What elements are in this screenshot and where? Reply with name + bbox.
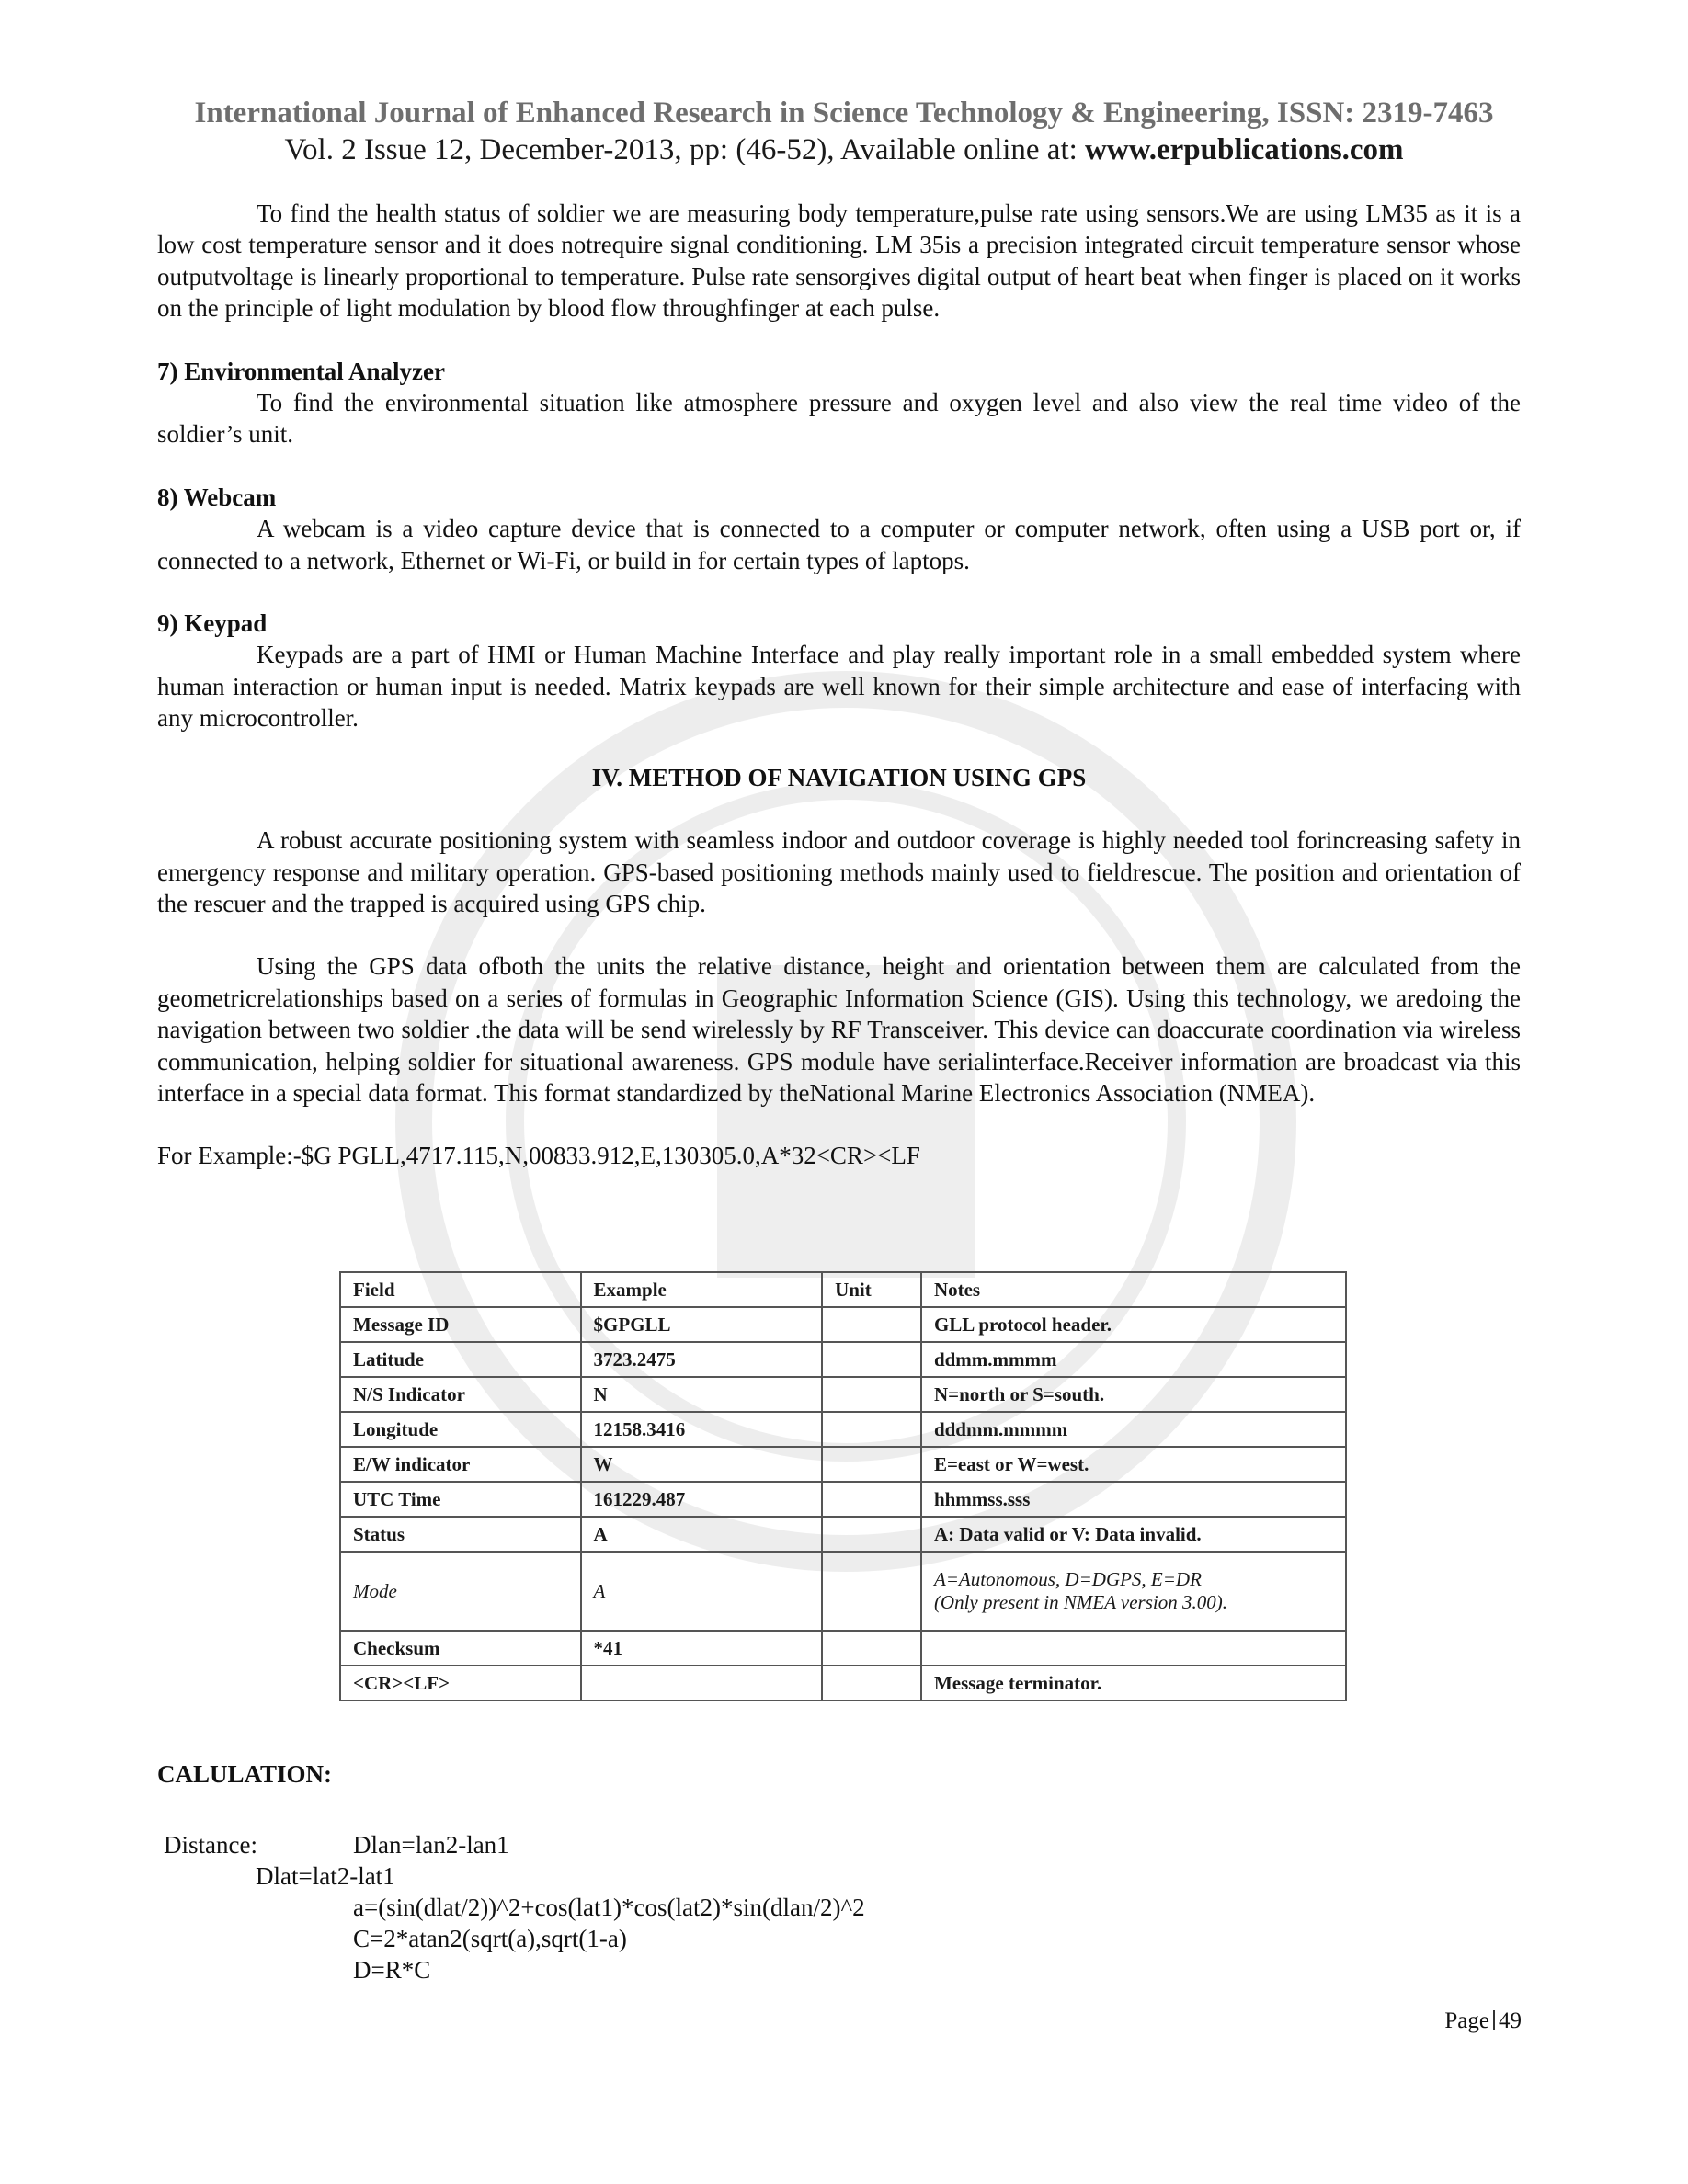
table-cell: UTC Time [340,1482,581,1517]
table-cell: E/W indicator [340,1447,581,1482]
table-cell [921,1552,1346,1631]
formula-line: a=(sin(dlat/2))^2+cos(lat1)*cos(lat2)*sin(dlan/2)^2 [353,1894,865,1921]
calc-row-1 [164,1829,509,1860]
formula-line: D=R*C [353,1956,431,1984]
distance-label: Distance: [164,1831,257,1859]
main-content [157,198,1521,1172]
table-cell: Message ID [340,1307,581,1342]
table-cell [581,1666,823,1701]
table-cell: $GPGLL [581,1307,823,1342]
calc-row-4 [164,1923,627,1954]
section-iv-paragraph-2: Using the GPS data ofboth the units the relative distance, height and orientation between them are calculated from the geometricrelationships based on a series of formulas in Geographic Information Science (GIS). Using this technology, we aredoing the navigation between two soldier .the data will be send wirelessly by RF Transceiver. This device can doaccurate coordination via wireless communication, helping soldier for situational awareness. GPS module have serialinterface.Receiver information are broadcast via this interface in a special data format. This format standardized by theNational Marine Electronics Association (NMEA). [157,952,1521,1107]
table-cell: Status [340,1517,581,1552]
mode-note-line-1: A=Autonomous, D=DGPS, E=DR [933,1568,1202,1590]
journal-header [0,95,1688,168]
table-cell: A: Data valid or V: Data invalid. [921,1517,1346,1552]
table-cell [822,1377,921,1412]
table-cell: GLL protocol header. [921,1307,1346,1342]
table-cell: 12158.3416 [581,1412,823,1447]
table-row [340,1482,1346,1517]
table-cell: <CR><LF> [340,1666,581,1701]
section-8-paragraph: A webcam is a video capture device that is connected to a computer or computer network, often using a USB port or, if connected to a network, Ethernet or Wi-Fi, or build in for certain types of laptops. [157,515,1521,574]
table-row [340,1307,1346,1342]
table-cell: N/S Indicator [340,1377,581,1412]
section-iv-heading: IV. METHOD OF NAVIGATION USING GPS [591,763,1087,791]
section-9-heading: 9) Keypad [157,609,268,638]
nmea-example: For Example:-$G PGLL,4717.115,N,00833.912,E,130305.0,A*32<CR><LF [157,1142,920,1170]
formula-line: Dlat=lat2-lat1 [256,1862,395,1890]
calculation-block [164,1829,865,1985]
journal-title-line [0,95,1688,131]
table-cell: Message terminator. [921,1666,1346,1701]
table-row [340,1631,1346,1666]
table-cell: A [581,1517,823,1552]
table-row [340,1552,1346,1631]
journal-issn: ISSN: 2319-7463 [1276,97,1494,130]
table-cell: Latitude [340,1342,581,1377]
table-header-cell: Notes [921,1272,1346,1307]
formula-line: C=2*atan2(sqrt(a),sqrt(1-a) [353,1925,627,1952]
table-cell [822,1517,921,1552]
section-7-heading: 7) Environmental Analyzer [157,357,445,385]
table-cell [822,1482,921,1517]
table-cell: N [581,1377,823,1412]
table-cell [822,1342,921,1377]
section-8-heading: 8) Webcam [157,483,277,511]
section-9-paragraph: Keypads are a part of HMI or Human Machine Interface and play really important role in a small embedded system where human interaction or human input is needed. Matrix keypads are well known for their simple architecture and ease of interfacing with any microcontroller. [157,641,1521,733]
table-cell [822,1666,921,1701]
page-label: Page [1444,2008,1489,2033]
table-cell [822,1631,921,1666]
table-cell: Checksum [340,1631,581,1666]
table-cell: E=east or W=west. [921,1447,1346,1482]
journal-name: International Journal of Enhanced Research in Science Technology & Engineering, [194,97,1270,130]
page-footer [1444,2008,1522,2034]
table-header-cell: Field [340,1272,581,1307]
journal-volume: Vol. 2 Issue 12, December-2013, pp: (46-52), Available online at: [284,133,1078,166]
table-row [340,1377,1346,1412]
section-iv-paragraph-1: A robust accurate positioning system with seamless indoor and outdoor coverage is highly needed tool forincreasing safety in emergency response and military operation. GPS-based positioning methods mainly used to fieldrescue. The position and orientation of the rescuer and the trapped is acquired using GPS chip. [157,826,1521,917]
table-header-cell: Example [581,1272,823,1307]
table-header-row [340,1272,1346,1307]
table-header-cell: Unit [822,1272,921,1307]
table-row [340,1447,1346,1482]
table-cell: hhmmss.sss [921,1482,1346,1517]
gpgll-table [339,1271,1347,1701]
table-row [340,1517,1346,1552]
table-cell [822,1412,921,1447]
table-cell: W [581,1447,823,1482]
page-separator [1493,2010,1495,2030]
table-cell: 161229.487 [581,1482,823,1517]
table-cell: Mode [340,1552,581,1631]
journal-volume-line [0,131,1688,168]
journal-website: www.erpublications.com [1085,133,1404,166]
formula-line: Dlan=lan2-lan1 [353,1831,509,1859]
section-7-paragraph: To find the environmental situation like atmosphere pressure and oxygen level and also view the real time video of the soldier’s unit. [157,389,1521,449]
calc-row-2 [164,1860,395,1892]
table-row [340,1412,1346,1447]
intro-paragraph: To find the health status of soldier we are measuring body temperature,pulse rate using sensors.We are using LM35 as it is a low cost temperature sensor and it does notrequire signal conditioning. LM 35is a precision integrated circuit temperature sensor whose outputvoltage is linearly proportional to temperature. Pulse rate sensorgives digital output of heart beat when finger is placed on it works on the principle of light modulation by blood flow throughfinger at each pulse. [157,199,1521,323]
calc-row-5 [164,1954,431,1985]
table-cell: *41 [581,1631,823,1666]
table-row [340,1666,1346,1701]
table-cell: dddmm.mmmm [921,1412,1346,1447]
table-row [340,1342,1346,1377]
mode-note-line-2: (Only present in NMEA version 3.00). [933,1591,1227,1613]
calc-row-3 [164,1892,865,1923]
table-cell: 3723.2475 [581,1342,823,1377]
table-cell [822,1552,921,1631]
table-cell: N=north or S=south. [921,1377,1346,1412]
table-cell [921,1631,1346,1666]
table-cell: Longitude [340,1412,581,1447]
table-cell: ddmm.mmmm [921,1342,1346,1377]
table-cell: A [581,1552,823,1631]
calculation-heading: CALULATION: [157,1760,333,1788]
table-cell [822,1447,921,1482]
page-number: 49 [1499,2008,1522,2033]
table-cell [822,1307,921,1342]
